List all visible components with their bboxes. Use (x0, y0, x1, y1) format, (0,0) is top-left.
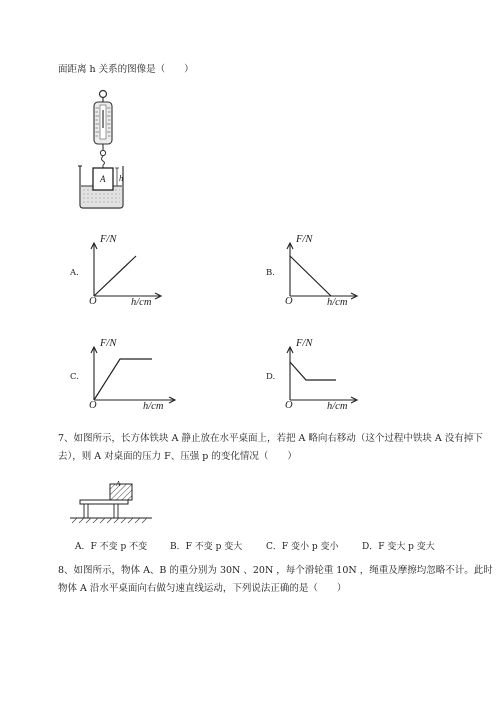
q7-line1: 7、如图所示，长方体铁块 A 静止放在水平桌面上，若把 A 略向右移动（这个过程中铁块 A 没有掉下 (58, 433, 483, 444)
graph-b-origin: O (285, 296, 293, 307)
graph-c-xlabel: h/cm (143, 401, 164, 412)
q7-choice-a: A．F 不变 p 不变 (75, 542, 148, 552)
graph-a-origin: O (89, 296, 97, 307)
graph-d-ylabel: F/N (296, 338, 313, 349)
graph-c-letter: C. (70, 372, 79, 382)
graph-d-curve (290, 362, 336, 380)
table-block-figure (70, 478, 160, 526)
q8-line1: 8、如图所示，物体 A、B 的重分别为 30N 、20N ，每个滑轮重 10N ，绳重及摩擦均忽略不计。此时 (58, 565, 493, 576)
q7-choice-d: D．F 变大 p 变大 (362, 542, 435, 552)
graph-b (286, 240, 366, 300)
q7-choice-c: C．F 变小 p 变小 (266, 542, 339, 552)
spring-scale-apparatus (75, 88, 135, 213)
graph-b-ylabel: F/N (296, 234, 313, 245)
graph-b-curve (290, 256, 331, 296)
graph-c-origin: O (89, 400, 97, 411)
q8-line2: 物体 A 沿水平桌面向右做匀速直线运动，下列说法正确的是（ ） (58, 583, 347, 594)
graph-a-ylabel: F/N (100, 234, 117, 245)
q7-line2: 去），则 A 对桌面的压力 F、压强 p 的变化情况（ ） (58, 451, 297, 462)
graph-a-xlabel: h/cm (131, 297, 152, 308)
q6-stem-tail: 面距离 h 关系的图像是（ ） (58, 64, 194, 75)
graph-c (90, 344, 180, 404)
graph-d-origin: O (285, 400, 293, 411)
graph-a (90, 240, 170, 300)
graph-b-letter: B. (266, 268, 275, 278)
block-a-label: A (100, 174, 106, 184)
graph-d-letter: D. (266, 372, 276, 382)
graph-d (286, 344, 366, 404)
q7-block-label: A (116, 480, 121, 488)
iron-block (110, 484, 132, 500)
height-label: h (119, 173, 124, 183)
graph-b-xlabel: h/cm (327, 297, 348, 308)
graph-d-xlabel: h/cm (327, 401, 348, 412)
graph-c-ylabel: F/N (100, 338, 117, 349)
graph-a-letter: A. (70, 268, 79, 278)
graph-c-curve (94, 359, 152, 400)
graph-a-curve (94, 256, 136, 296)
q7-choice-b: B．F 不变 p 变大 (170, 542, 243, 552)
